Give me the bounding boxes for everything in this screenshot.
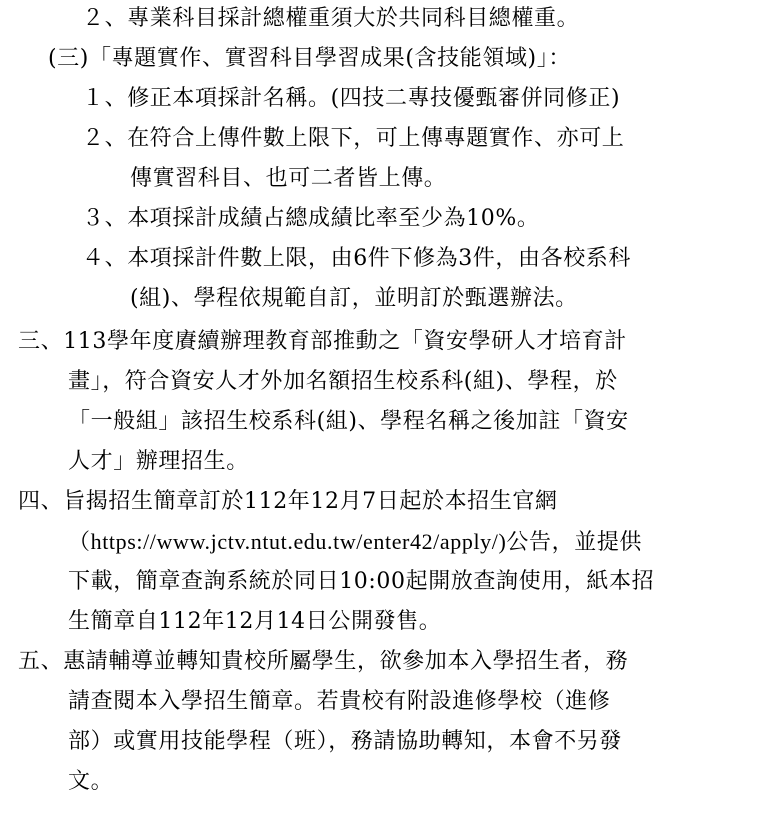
text-line: 生簡章自112年12月14日公開發售。 [68,609,442,634]
text-line: 下載，簡章查詢系統於同日10:00起開放查詢使用，紙本招 [68,569,655,594]
text-line: 畫」，符合資安人才外加名額招生校系科(組)、學程，於 [68,369,618,394]
text-line: 部）或實用技能學程（班），務請協助轉知，本會不另發 [68,729,623,754]
text-line: 人才」辦理招生。 [68,449,249,474]
text-line: 「一般組」該招生校系科(組)、學程名稱之後加註「資安 [68,409,629,434]
text-line: ２、在符合上傳件數上限下，可上傳專題實作、亦可上 [82,126,625,151]
text-line: (組)、學程依規範自訂，並明訂於甄選辦法。 [130,286,578,311]
text-line: 傳實習科目、也可二者皆上傳。 [130,166,447,191]
section-heading: (三)「專題實作、實習科目學習成果(含技能領域)」： [48,46,571,71]
text-line: １、修正本項採計名稱。(四技二專技優甄審併同修正) [82,86,621,111]
text-line: 請查閱本入學招生簡章。若貴校有附設進修學校（進修 [68,689,611,714]
paragraph-heading: 三、113學年度賡續辦理教育部推動之「資安學研人才培育計 [18,329,627,354]
paragraph-heading: 五、惠請輔導並轉知貴校所屬學生，欲參加本入學招生者，務 [18,649,629,674]
text-line-url: （https://www.jctv.ntut.edu.tw/enter42/apply/)公告，並提供 [68,529,643,554]
text-line: ４、本項採計件數上限，由6件下修為3件，由各校系科 [82,246,631,271]
text-line: 文。 [68,769,114,794]
text-line: ２、專業科目採計總權重須大於共同科目總權重。 [82,6,580,31]
paragraph-heading: 四、旨揭招生簡章訂於112年12月7日起於本招生官網 [18,489,558,514]
text-line: ３、本項採計成績占總成績比率至少為10%。 [82,206,540,231]
